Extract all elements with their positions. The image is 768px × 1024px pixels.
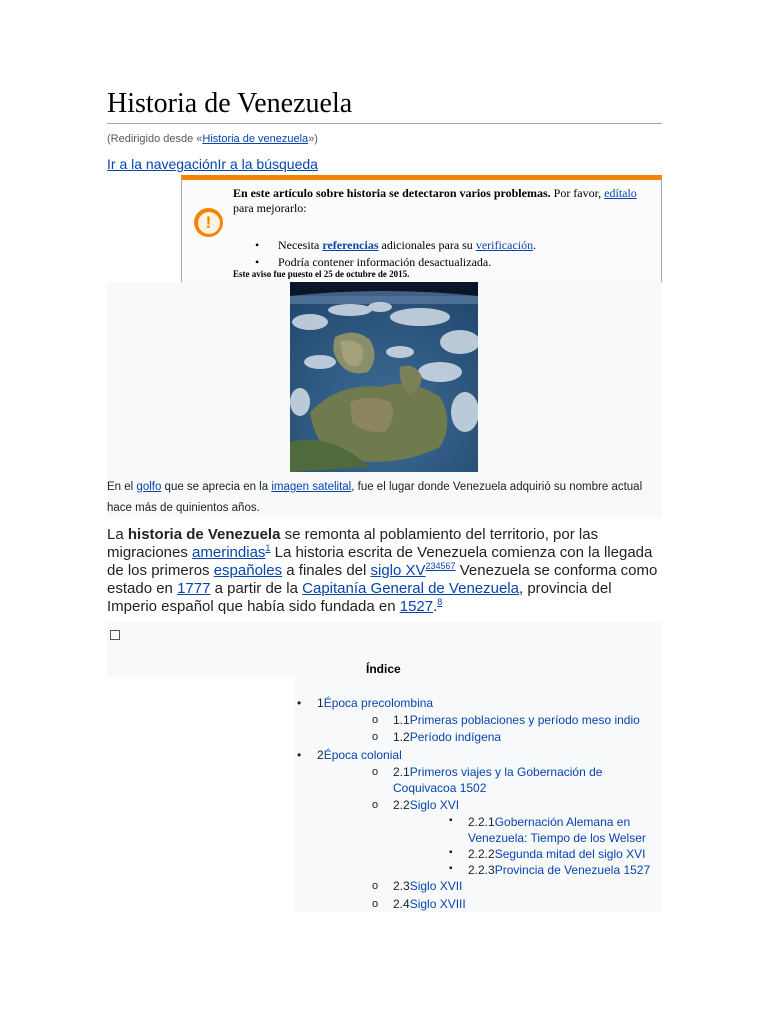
figure-caption: En el golfo que se aprecia en la imagen satelital, fue el lugar donde Venezuela adquirió su nombre actual hace más de quinientos años. bbox=[107, 481, 643, 514]
redirect-note bbox=[107, 133, 318, 145]
skip-to-search-link[interactable]: Ir a la búsqueda bbox=[217, 156, 318, 172]
toc-item[interactable]: • 1Época precolombina bbox=[297, 696, 434, 710]
toc-item[interactable]: o 2.2Siglo XVI bbox=[372, 798, 460, 812]
toc-item[interactable]: o 2.1Primeros viajes y la Gobernación de bbox=[372, 765, 603, 779]
spaniards-link[interactable]: españoles bbox=[213, 562, 283, 579]
toc-title: Índice bbox=[366, 662, 401, 676]
toc-toggle-checkbox[interactable] bbox=[110, 630, 120, 640]
skip-to-navigation-link[interactable]: Ir a la navegación bbox=[107, 156, 218, 172]
maintenance-notice bbox=[181, 175, 662, 287]
ref-1[interactable]: 1 bbox=[265, 543, 271, 553]
toc-item[interactable]: o 2.4Siglo XVIII bbox=[372, 897, 466, 911]
ref-2-7[interactable]: 234567 bbox=[425, 561, 456, 571]
toc-item[interactable]: ▪ 2.2.3Provincia de Venezuela 1527 bbox=[449, 863, 651, 877]
article-subject: historia de Venezuela bbox=[127, 526, 281, 543]
toc-item[interactable]: o 1.1Primeras poblaciones y período meso indio bbox=[372, 713, 640, 727]
notice-heading-text: Por favor, bbox=[550, 186, 605, 200]
notice-issue-outdated: • Podría contener información desactualizada. bbox=[278, 254, 536, 271]
notice-issue-list bbox=[278, 237, 536, 271]
year-1777-link[interactable]: 1777 bbox=[177, 580, 211, 597]
toc-blank-area bbox=[107, 677, 295, 912]
century-xv-link[interactable]: siglo XV bbox=[370, 562, 426, 579]
captaincy-general-link[interactable]: Capitanía General de Venezuela bbox=[302, 580, 519, 597]
toc-item[interactable]: ▪ 2.2.1Gobernación Alemana en bbox=[449, 815, 631, 829]
toc-item-continued[interactable]: Coquivacoa 1502 bbox=[393, 781, 487, 795]
amerindian-link[interactable]: amerindias bbox=[192, 544, 266, 561]
notice-heading-bold: En este artículo sobre historia se detectaron varios problemas. bbox=[233, 186, 551, 200]
gulf-link[interactable]: golfo bbox=[136, 481, 162, 493]
toc-item[interactable]: • 2Época colonial bbox=[297, 748, 402, 762]
warning-icon: ! bbox=[194, 208, 223, 237]
satellite-image-link[interactable]: imagen satelital bbox=[271, 481, 352, 493]
skip-links bbox=[107, 156, 318, 172]
page-title: Historia de Venezuela bbox=[107, 88, 353, 119]
notice-heading-text-end: para mejorarlo: bbox=[233, 201, 307, 215]
satellite-image[interactable] bbox=[290, 282, 478, 472]
ref-8[interactable]: 8 bbox=[437, 597, 443, 607]
verification-link[interactable]: verificación bbox=[475, 238, 534, 252]
toc-item-continued[interactable]: Venezuela: Tiempo de los Welser bbox=[468, 831, 646, 845]
redirect-suffix: ») bbox=[308, 133, 318, 145]
edit-link[interactable]: edítalo bbox=[604, 186, 637, 200]
redirect-prefix: (Redirigido desde « bbox=[107, 133, 203, 145]
references-link[interactable]: referencias bbox=[322, 238, 379, 252]
figure bbox=[107, 282, 662, 517]
toc-item[interactable]: o 2.3Siglo XVII bbox=[372, 879, 463, 893]
toc-item[interactable]: o 1.2Período indígena bbox=[372, 730, 502, 744]
table-of-contents bbox=[107, 622, 662, 912]
notice-date: Este aviso fue puesto el 25 de octubre de 2015. bbox=[233, 269, 410, 279]
lead-paragraph: La historia de Venezuela se remonta al poblamiento del territorio, por las migraciones amerindias$^1$ La historia escrita de Venezuela comienza con la llegada de los primeros españoles a finales del siglo $XV^{234567}$ Venezuela se conforma como estado en 1777 a partir de la Capitanía General de Venezuela, provincia del Imperio español que había sido fundada en 1527.$^8$ bbox=[107, 526, 658, 615]
toc-item[interactable]: ▪ 2.2.2Segunda mitad del siglo XVI bbox=[449, 847, 646, 861]
year-1527-link[interactable]: 1527 bbox=[399, 598, 434, 615]
notice-issue-references: • Necesita referencias adicionales para su verificación. bbox=[278, 237, 536, 254]
redirect-link[interactable]: Historia de venezuela bbox=[202, 133, 309, 145]
notice-heading bbox=[233, 186, 648, 216]
title-divider bbox=[107, 123, 662, 124]
